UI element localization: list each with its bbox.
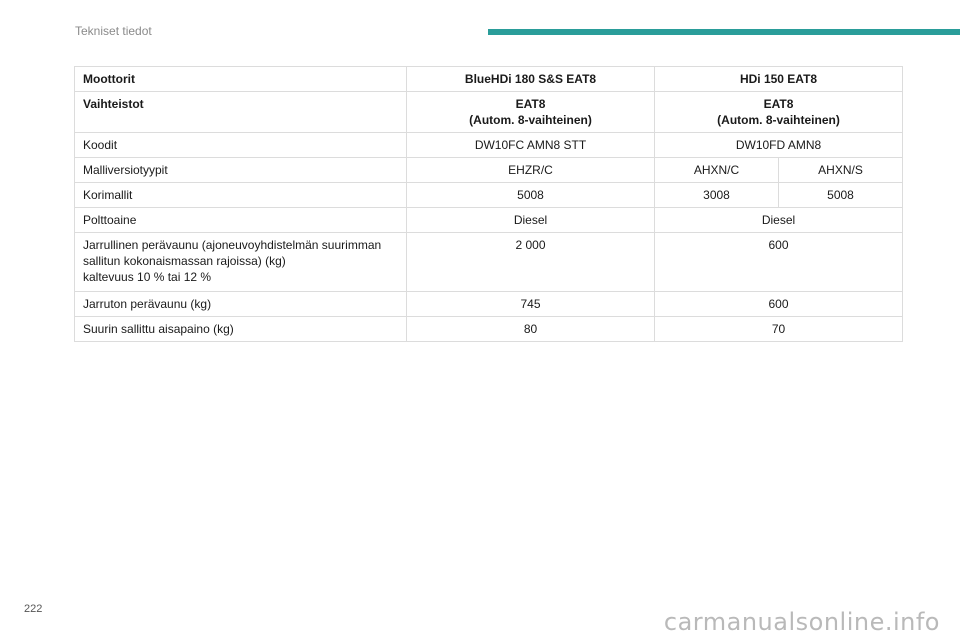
cell: 600: [655, 233, 903, 292]
cell: 600: [655, 292, 903, 317]
cell: HDi 150 EAT8: [655, 67, 903, 92]
cell: DW10FD AMN8: [655, 133, 903, 158]
watermark: carmanualsonline.info: [663, 608, 940, 636]
section-title: Tekniset tiedot: [75, 24, 152, 38]
cell-line: kaltevuus 10 % tai 12 %: [83, 270, 212, 284]
table-row: [75, 233, 903, 292]
row-label: Jarruton perävaunu (kg): [75, 292, 407, 317]
cell-line: EAT8: [763, 97, 794, 111]
cell-line: (Autom. 8-vaihteinen): [469, 113, 592, 127]
table-row: [75, 158, 903, 183]
cell: [655, 92, 903, 133]
cell: AHXN/C: [655, 158, 779, 183]
table-row: [75, 67, 903, 92]
table-row: [75, 208, 903, 233]
cell: 3008: [655, 183, 779, 208]
cell-line: (Autom. 8-vaihteinen): [717, 113, 840, 127]
spec-table: [74, 66, 903, 342]
page-number: 222: [24, 603, 43, 615]
row-label: Vaihteistot: [75, 92, 407, 133]
row-label: Koodit: [75, 133, 407, 158]
cell: DW10FC AMN8 STT: [407, 133, 655, 158]
table-row: [75, 317, 903, 342]
row-label: Malliversiotyypit: [75, 158, 407, 183]
row-label: Moottorit: [75, 67, 407, 92]
cell-line: Jarrullinen perävaunu (ajoneuvoyhdistelmän suurimman: [83, 238, 382, 252]
cell: 70: [655, 317, 903, 342]
cell: AHXN/S: [779, 158, 903, 183]
row-label: Suurin sallittu aisapaino (kg): [75, 317, 407, 342]
row-label: [75, 233, 407, 292]
cell: EHZR/C: [407, 158, 655, 183]
cell: 2 000: [407, 233, 655, 292]
row-label: Korimallit: [75, 183, 407, 208]
cell: Diesel: [655, 208, 903, 233]
row-label: Polttoaine: [75, 208, 407, 233]
cell: 745: [407, 292, 655, 317]
table-row: [75, 292, 903, 317]
cell: BlueHDi 180 S&S EAT8: [407, 67, 655, 92]
cell: [407, 92, 655, 133]
section-accent-bar: [488, 29, 960, 35]
cell: 5008: [779, 183, 903, 208]
table-row: [75, 183, 903, 208]
cell: 80: [407, 317, 655, 342]
table-row: [75, 92, 903, 133]
cell-line: sallitun kokonaismassan rajoissa) (kg): [83, 254, 286, 268]
cell-line: EAT8: [515, 97, 546, 111]
cell: 5008: [407, 183, 655, 208]
cell: Diesel: [407, 208, 655, 233]
table-row: [75, 133, 903, 158]
